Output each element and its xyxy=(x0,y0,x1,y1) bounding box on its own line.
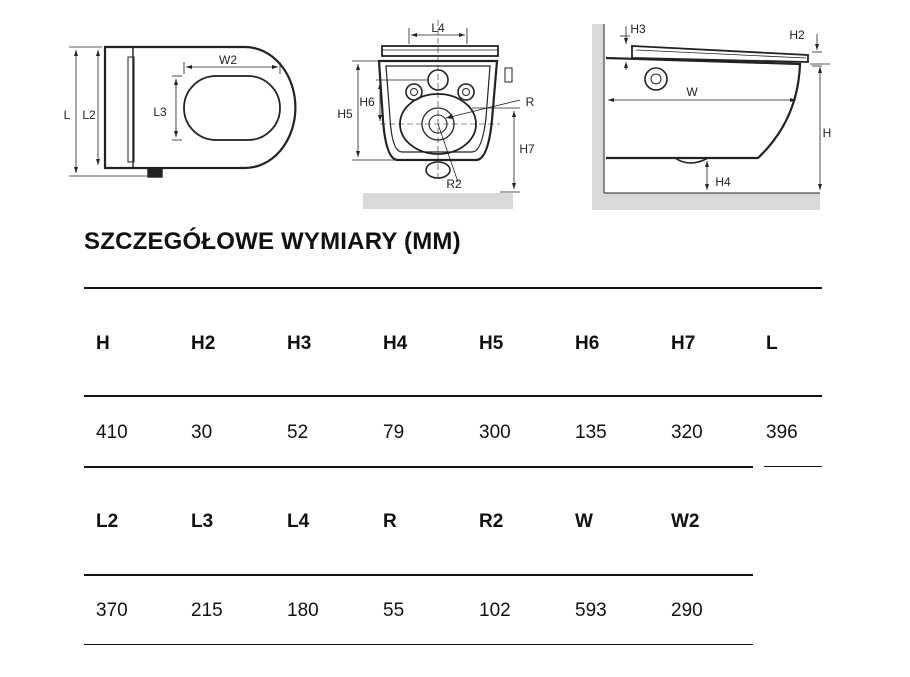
table-rule xyxy=(764,466,822,467)
label-r: R xyxy=(525,95,535,109)
page-title: SZCZEGÓŁOWE WYMIARY (MM) xyxy=(84,228,461,255)
header-cell: H5 xyxy=(479,333,504,354)
header-cell: H6 xyxy=(575,333,600,354)
label-l4: L4 xyxy=(431,21,445,35)
label-h2: H2 xyxy=(789,28,805,42)
label-h3: H3 xyxy=(630,22,646,36)
header-cell: R2 xyxy=(479,511,504,532)
value-cell: 102 xyxy=(479,600,511,621)
technical-drawing xyxy=(0,0,910,215)
value-cell: 410 xyxy=(96,422,128,443)
value-cell: 180 xyxy=(287,600,319,621)
table-rule xyxy=(84,287,822,289)
label-h7: H7 xyxy=(519,142,535,156)
table-rule xyxy=(84,574,753,576)
value-cell: 300 xyxy=(479,422,511,443)
header-cell: H3 xyxy=(287,333,312,354)
value-cell: 593 xyxy=(575,600,607,621)
label-h6: H6 xyxy=(359,95,375,109)
value-cell: 320 xyxy=(671,422,703,443)
header-cell: L3 xyxy=(191,511,214,532)
header-cell: W2 xyxy=(671,511,700,532)
label-r2: R2 xyxy=(446,177,462,191)
header-cell: W xyxy=(575,511,593,532)
label-w: W xyxy=(686,85,698,99)
label-h5: H5 xyxy=(337,107,353,121)
label-l3: L3 xyxy=(153,105,167,119)
value-cell: 396 xyxy=(766,422,798,443)
header-cell: H xyxy=(96,333,110,354)
label-h4: H4 xyxy=(715,175,731,189)
value-cell: 370 xyxy=(96,600,128,621)
top-view xyxy=(69,47,295,177)
front-view xyxy=(352,20,520,209)
header-cell: L2 xyxy=(96,511,119,532)
value-cell: 30 xyxy=(191,422,213,443)
table-rule xyxy=(84,466,753,468)
header-cell: R xyxy=(383,511,397,532)
label-l2: L2 xyxy=(82,108,96,122)
value-cell: 55 xyxy=(383,600,405,621)
table-rule xyxy=(84,395,822,397)
table-rule xyxy=(84,644,753,645)
header-cell: L xyxy=(766,333,778,354)
label-l: L xyxy=(63,108,71,122)
value-cell: 215 xyxy=(191,600,223,621)
value-cell: 52 xyxy=(287,422,309,443)
header-cell: H4 xyxy=(383,333,408,354)
side-view xyxy=(592,24,830,210)
label-h: H xyxy=(822,126,832,140)
value-cell: 135 xyxy=(575,422,607,443)
value-cell: 79 xyxy=(383,422,405,443)
header-cell: H2 xyxy=(191,333,216,354)
value-cell: 290 xyxy=(671,600,703,621)
label-w2: W2 xyxy=(219,53,237,67)
header-cell: L4 xyxy=(287,511,310,532)
header-cell: H7 xyxy=(671,333,696,354)
